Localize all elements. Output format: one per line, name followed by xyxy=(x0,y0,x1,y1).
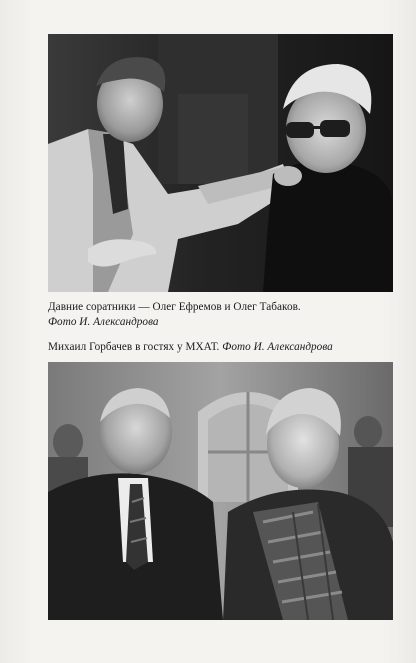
photo-efremov-tabakov xyxy=(48,34,393,292)
caption-gorbachev-mhat-credit: Фото И. Александрова xyxy=(222,341,333,353)
caption-efremov-tabakov-credit: Фото И. Александрова xyxy=(48,316,159,328)
caption-gorbachev-mhat-text: Михаил Горбачев в гостях у МХАТ. xyxy=(48,341,220,353)
photo-gorbachev-mhat xyxy=(48,362,393,620)
caption-efremov-tabakov xyxy=(48,300,393,330)
caption-gorbachev-mhat xyxy=(48,340,393,355)
caption-efremov-tabakov-text: Давние соратники — Олег Ефремов и Олег Табаков. xyxy=(48,301,301,313)
photo-gorbachev-mhat-image xyxy=(48,362,393,620)
photo-efremov-tabakov-image xyxy=(48,34,393,292)
